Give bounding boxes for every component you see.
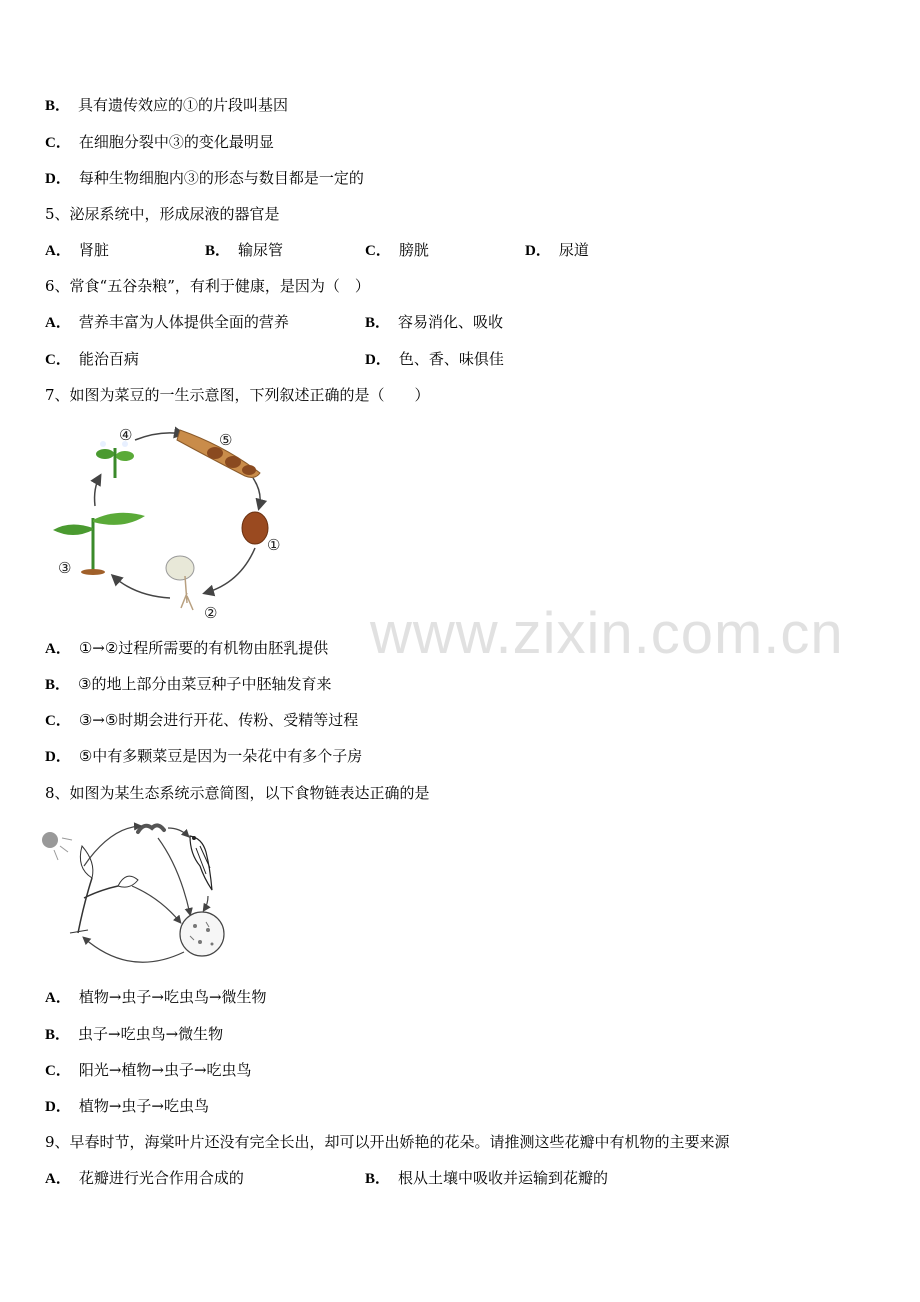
q5-option-b [205, 240, 283, 261]
q9-option-b [365, 1168, 608, 1189]
option-text: ⑤中有多颗菜豆是因为一朵花中有多个子房 [78, 747, 363, 765]
option-label: B． [45, 98, 71, 114]
option-text: 营养丰富为人体提供全面的营养 [78, 313, 289, 331]
q8-option-d [45, 1096, 209, 1117]
option-label: D． [525, 243, 551, 259]
arrow-5-to-1 [253, 478, 260, 508]
q5-option-c [365, 240, 429, 261]
option-text: 肾脏 [78, 241, 109, 259]
stage-2-germinating-seed [166, 556, 194, 610]
q8-option-a [45, 987, 267, 1008]
ecosystem-figure [40, 818, 230, 970]
option-text: 每种生物细胞内③的形态与数目都是一定的 [78, 169, 364, 187]
plant-icon [70, 846, 138, 933]
q4-option-c [45, 132, 274, 153]
q6-option-d [365, 349, 504, 370]
option-label: D． [45, 171, 71, 187]
arrow-4-to-5 [135, 433, 183, 440]
q7-option-a [45, 638, 328, 659]
q6-option-c [45, 349, 139, 370]
figure-label-5: ⑤ [219, 431, 233, 449]
q6-stem: 6、常食“五谷杂粮”，有利于健康，是因为（ ） [45, 277, 370, 295]
option-label: C． [45, 1063, 71, 1079]
option-text: 植物→虫子→吃虫鸟→微生物 [78, 988, 267, 1006]
option-label: A． [45, 243, 71, 259]
option-label: B． [365, 315, 391, 331]
option-label: D． [365, 352, 391, 368]
arrow-insect-to-bird [168, 828, 188, 836]
q5-option-d [525, 240, 589, 261]
option-text: 花瓣进行光合作用合成的 [78, 1169, 244, 1187]
q4-option-d [45, 168, 364, 189]
option-text: 尿道 [558, 241, 589, 259]
stage-4-flowering-plant [96, 441, 134, 478]
option-text: 阳光→植物→虫子→吃虫鸟 [78, 1061, 252, 1079]
option-label: D． [45, 749, 71, 765]
figure-label-3: ③ [58, 559, 72, 577]
watermark: www.zixin.com.cn [370, 601, 844, 666]
figure-label-4: ④ [119, 426, 133, 444]
option-text: 虫子→吃虫鸟→微生物 [78, 1025, 224, 1043]
arrow-1-to-2 [205, 548, 255, 593]
option-text: 输尿管 [238, 241, 284, 259]
figure-label-1: ① [267, 536, 281, 554]
bean-life-cycle-figure [45, 418, 295, 628]
q7-option-d [45, 746, 362, 767]
q7-stem: 7、如图为菜豆的一生示意图，下列叙述正确的是（ ） [45, 386, 430, 404]
microorganism-icon [180, 912, 224, 956]
option-label: D． [45, 1099, 71, 1115]
sun-icon [42, 832, 72, 860]
q8-stem: 8、如图为某生态系统示意简图，以下食物链表达正确的是 [45, 784, 430, 802]
option-text: 膀胱 [398, 241, 429, 259]
option-text: 根从土壤中吸收并运输到花瓣的 [398, 1169, 609, 1187]
q9-stem: 9、早春时节，海棠叶片还没有完全长出，却可以开出娇艳的花朵。请推测这些花瓣中有机物的主要来源 [45, 1133, 730, 1151]
option-text: ③的地上部分由菜豆种子中胚轴发育来 [78, 675, 332, 693]
arrow-2-to-3 [113, 576, 170, 598]
option-label: C． [45, 135, 71, 151]
option-text: 色、香、味俱佳 [398, 350, 504, 368]
option-label: A． [45, 990, 71, 1006]
caterpillar-icon [138, 825, 164, 832]
stage-1-seed [242, 512, 268, 544]
bird-icon [190, 836, 212, 890]
option-text: ①→②过程所需要的有机物由胚乳提供 [78, 639, 329, 657]
figure-label-2: ② [204, 604, 218, 622]
q9-option-a [45, 1168, 244, 1189]
option-label: C． [45, 713, 71, 729]
option-text: 容易消化、吸收 [398, 313, 504, 331]
option-label: B． [45, 677, 71, 693]
option-label: B． [205, 243, 231, 259]
arrow-bird-to-microbes [204, 896, 208, 910]
q5-stem: 5、泌尿系统中，形成尿液的器官是 [45, 205, 280, 223]
option-label: C． [365, 243, 391, 259]
q6-option-b [365, 312, 503, 333]
option-text: 在细胞分裂中③的变化最明显 [78, 133, 274, 151]
option-label: A． [45, 315, 71, 331]
option-label: B． [45, 1027, 71, 1043]
arrow-microbes-to-plant [84, 938, 184, 962]
q5-option-a [45, 240, 109, 261]
q6-option-a [45, 312, 289, 333]
arrow-plant-to-insect [84, 826, 140, 866]
option-text: 具有遗传效应的①的片段叫基因 [78, 96, 289, 114]
option-label: B． [365, 1171, 391, 1187]
q4-option-b [45, 95, 288, 116]
option-label: A． [45, 1171, 71, 1187]
arrow-3-to-4 [95, 476, 100, 506]
option-text: ③→⑤时期会进行开花、传粉、受精等过程 [78, 711, 359, 729]
option-text: 能治百病 [78, 350, 139, 368]
q8-option-c [45, 1060, 252, 1081]
q8-option-b [45, 1024, 223, 1045]
q7-option-b [45, 674, 331, 695]
option-text: 植物→虫子→吃虫鸟 [78, 1097, 209, 1115]
arrow-plant-to-microbes [132, 886, 180, 922]
arrow-insect-to-microbes [158, 838, 190, 914]
option-label: C． [45, 352, 71, 368]
option-label: A． [45, 641, 71, 657]
q7-option-c [45, 710, 358, 731]
